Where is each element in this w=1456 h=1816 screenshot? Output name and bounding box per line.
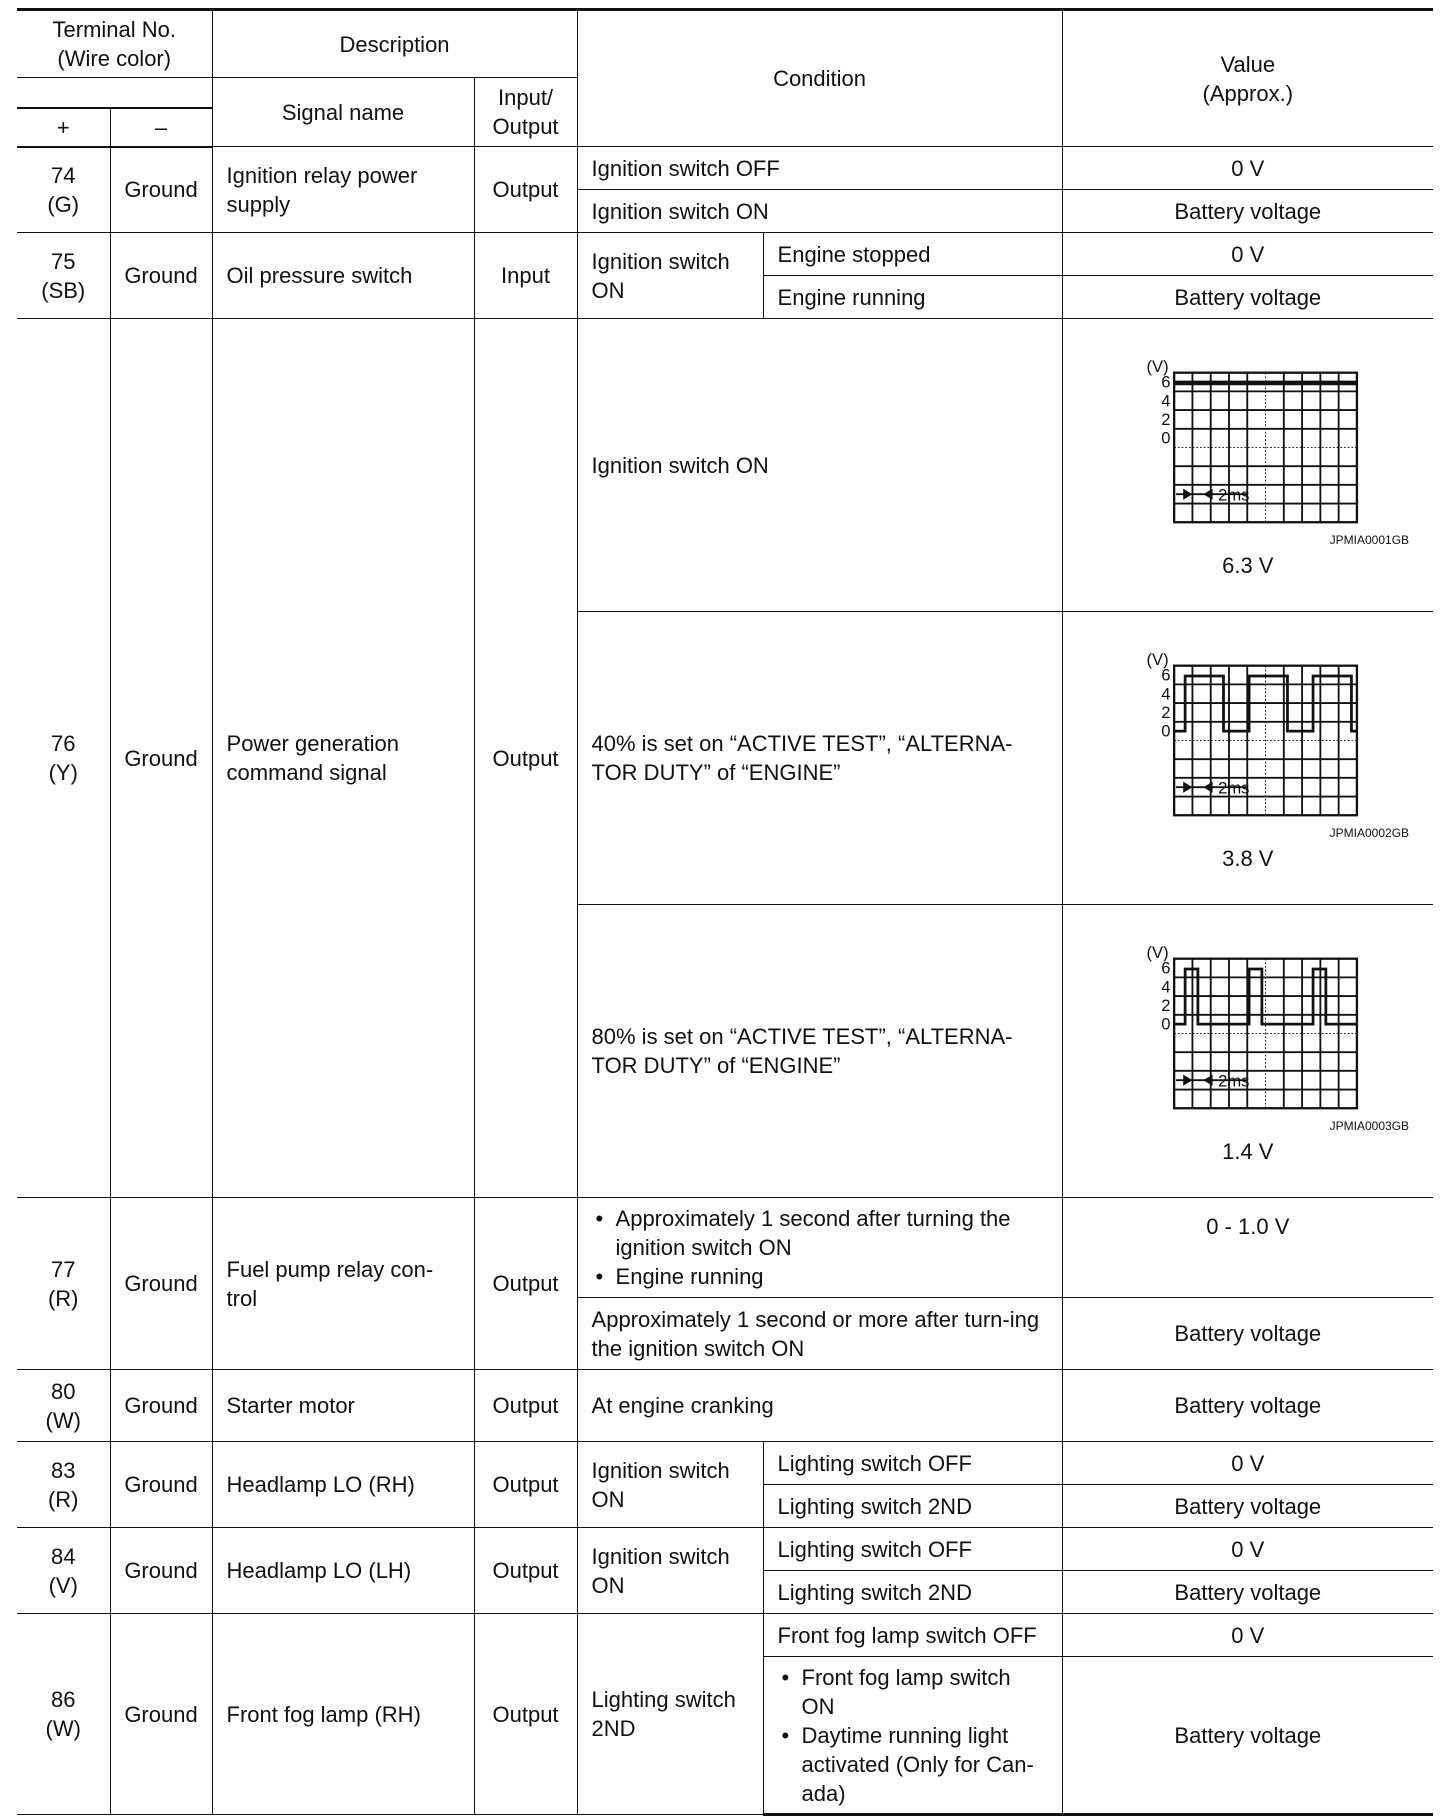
condition-77-bullet-2: • Engine running bbox=[592, 1262, 1048, 1291]
value-77-2: Battery voltage bbox=[1062, 1298, 1433, 1370]
header-plus: + bbox=[17, 108, 110, 147]
signal-80: Starter motor bbox=[212, 1370, 474, 1442]
value-80: Battery voltage bbox=[1062, 1370, 1433, 1442]
header-minus: – bbox=[110, 108, 212, 147]
io-83: Output bbox=[474, 1442, 577, 1528]
waveform-period-label: 2ms bbox=[1217, 485, 1250, 505]
subcondition-86-bullet-1: • Front fog lamp switch ON bbox=[778, 1663, 1048, 1721]
header-value: Value (Approx.) bbox=[1062, 10, 1433, 147]
condition-80: At engine cranking bbox=[577, 1370, 1062, 1442]
terminal-86: 86 (W) bbox=[17, 1614, 110, 1815]
waveform-code-1: JPMIA0001GB bbox=[1329, 532, 1410, 547]
condition-74-on: Ignition switch ON bbox=[577, 190, 1062, 233]
signal-86: Front fog lamp (RH) bbox=[212, 1614, 474, 1815]
subcondition-86-bullets bbox=[763, 1657, 1062, 1815]
ground-84: Ground bbox=[110, 1528, 212, 1614]
value-84-off: 0 V bbox=[1062, 1528, 1433, 1571]
io-76: Output bbox=[474, 319, 577, 1198]
subcondition-86-bullet-2: • Daytime running light activated (Only for Can-ada) bbox=[778, 1721, 1048, 1808]
waveform-value-3: 1.4 V bbox=[1222, 1138, 1274, 1164]
ground-77: Ground bbox=[110, 1198, 212, 1370]
io-77: Output bbox=[474, 1198, 577, 1370]
condition-76-80pct: 80% is set on “ACTIVE TEST”, “ALTERNA-TOR DUTY” of “ENGINE” bbox=[577, 905, 1062, 1198]
waveform-period-label: 2ms bbox=[1217, 1071, 1250, 1091]
condition-77-2: Approximately 1 second or more after turn-ing the ignition switch ON bbox=[577, 1298, 1062, 1370]
value-76-waveform-2 bbox=[1062, 612, 1433, 905]
waveform-chart-2 bbox=[1128, 644, 1368, 824]
header-signal-name: Signal name bbox=[212, 78, 474, 147]
signal-83: Headlamp LO (RH) bbox=[212, 1442, 474, 1528]
value-83-2nd: Battery voltage bbox=[1062, 1485, 1433, 1528]
condition-77-bullet-1: • Approximately 1 second after turning the ignition switch ON bbox=[592, 1204, 1048, 1262]
waveform-tick-label: 2 bbox=[1161, 409, 1171, 429]
value-74-on: Battery voltage bbox=[1062, 190, 1433, 233]
waveform-value-2: 3.8 V bbox=[1222, 845, 1274, 871]
waveform-tick-label: 6 bbox=[1161, 372, 1171, 392]
io-84: Output bbox=[474, 1528, 577, 1614]
terminal-83: 83 (R) bbox=[17, 1442, 110, 1528]
terminal-84: 84 (V) bbox=[17, 1528, 110, 1614]
condition-84: Ignition switch ON bbox=[577, 1528, 763, 1614]
header-io: Input/ Output bbox=[474, 78, 577, 147]
value-75-running: Battery voltage bbox=[1062, 276, 1433, 319]
io-75: Input bbox=[474, 233, 577, 319]
terminal-table bbox=[17, 8, 1433, 1816]
waveform-tick-label: 0 bbox=[1161, 428, 1171, 448]
terminal-76: 76 (Y) bbox=[17, 319, 110, 1198]
value-74-off: 0 V bbox=[1062, 147, 1433, 190]
subcondition-75-stopped: Engine stopped bbox=[763, 233, 1062, 276]
condition-86: Lighting switch 2ND bbox=[577, 1614, 763, 1815]
ground-80: Ground bbox=[110, 1370, 212, 1442]
terminal-75: 75 (SB) bbox=[17, 233, 110, 319]
value-86-on: Battery voltage bbox=[1062, 1657, 1433, 1815]
signal-84: Headlamp LO (LH) bbox=[212, 1528, 474, 1614]
condition-76-40pct: 40% is set on “ACTIVE TEST”, “ALTERNA-TOR DUTY” of “ENGINE” bbox=[577, 612, 1062, 905]
subcondition-86-off: Front fog lamp switch OFF bbox=[763, 1614, 1062, 1657]
condition-75: Ignition switch ON bbox=[577, 233, 763, 319]
signal-77: Fuel pump relay con-trol bbox=[212, 1198, 474, 1370]
condition-83: Ignition switch ON bbox=[577, 1442, 763, 1528]
value-77-1: 0 - 1.0 V bbox=[1062, 1198, 1433, 1298]
value-83-off: 0 V bbox=[1062, 1442, 1433, 1485]
waveform-unit-label: (V) bbox=[1146, 649, 1169, 669]
ground-83: Ground bbox=[110, 1442, 212, 1528]
waveform-chart-3 bbox=[1128, 937, 1368, 1117]
ground-86: Ground bbox=[110, 1614, 212, 1815]
ground-76: Ground bbox=[110, 319, 212, 1198]
waveform-period-label: 2ms bbox=[1217, 778, 1250, 798]
waveform-tick-label: 0 bbox=[1161, 1014, 1171, 1034]
condition-77-bullets bbox=[577, 1198, 1062, 1298]
ground-75: Ground bbox=[110, 233, 212, 319]
terminal-80: 80 (W) bbox=[17, 1370, 110, 1442]
waveform-tick-label: 6 bbox=[1161, 958, 1171, 978]
subcondition-83-2nd: Lighting switch 2ND bbox=[763, 1485, 1062, 1528]
condition-74-off: Ignition switch OFF bbox=[577, 147, 1062, 190]
waveform-tick-label: 0 bbox=[1161, 721, 1171, 741]
terminal-77: 77 (R) bbox=[17, 1198, 110, 1370]
value-84-2nd: Battery voltage bbox=[1062, 1571, 1433, 1614]
terminal-74: 74 (G) bbox=[17, 147, 110, 233]
value-76-waveform-3 bbox=[1062, 905, 1433, 1198]
waveform-tick-label: 2 bbox=[1161, 702, 1171, 722]
signal-75: Oil pressure switch bbox=[212, 233, 474, 319]
waveform-unit-label: (V) bbox=[1146, 356, 1169, 376]
waveform-tick-label: 2 bbox=[1161, 995, 1171, 1015]
signal-76: Power generation command signal bbox=[212, 319, 474, 1198]
signal-74: Ignition relay power supply bbox=[212, 147, 474, 233]
subcondition-75-running: Engine running bbox=[763, 276, 1062, 319]
subcondition-83-off: Lighting switch OFF bbox=[763, 1442, 1062, 1485]
waveform-chart-1 bbox=[1128, 351, 1368, 531]
condition-76-ignition-on: Ignition switch ON bbox=[577, 319, 1062, 612]
waveform-unit-label: (V) bbox=[1146, 942, 1169, 962]
io-74: Output bbox=[474, 147, 577, 233]
waveform-tick-label: 4 bbox=[1161, 390, 1171, 410]
ground-74: Ground bbox=[110, 147, 212, 233]
io-86: Output bbox=[474, 1614, 577, 1815]
io-80: Output bbox=[474, 1370, 577, 1442]
subcondition-84-2nd: Lighting switch 2ND bbox=[763, 1571, 1062, 1614]
header-condition: Condition bbox=[577, 10, 1062, 147]
header-description: Description bbox=[212, 10, 577, 78]
waveform-code-2: JPMIA0002GB bbox=[1329, 825, 1410, 840]
value-86-off: 0 V bbox=[1062, 1614, 1433, 1657]
value-75-stopped: 0 V bbox=[1062, 233, 1433, 276]
value-76-waveform-1 bbox=[1062, 319, 1433, 612]
header-terminal: Terminal No. (Wire color) bbox=[17, 10, 212, 78]
waveform-code-3: JPMIA0003GB bbox=[1329, 1118, 1410, 1133]
waveform-tick-label: 6 bbox=[1161, 665, 1171, 685]
waveform-value-1: 6.3 V bbox=[1222, 552, 1274, 578]
waveform-tick-label: 4 bbox=[1161, 976, 1171, 996]
subcondition-84-off: Lighting switch OFF bbox=[763, 1528, 1062, 1571]
waveform-tick-label: 4 bbox=[1161, 683, 1171, 703]
